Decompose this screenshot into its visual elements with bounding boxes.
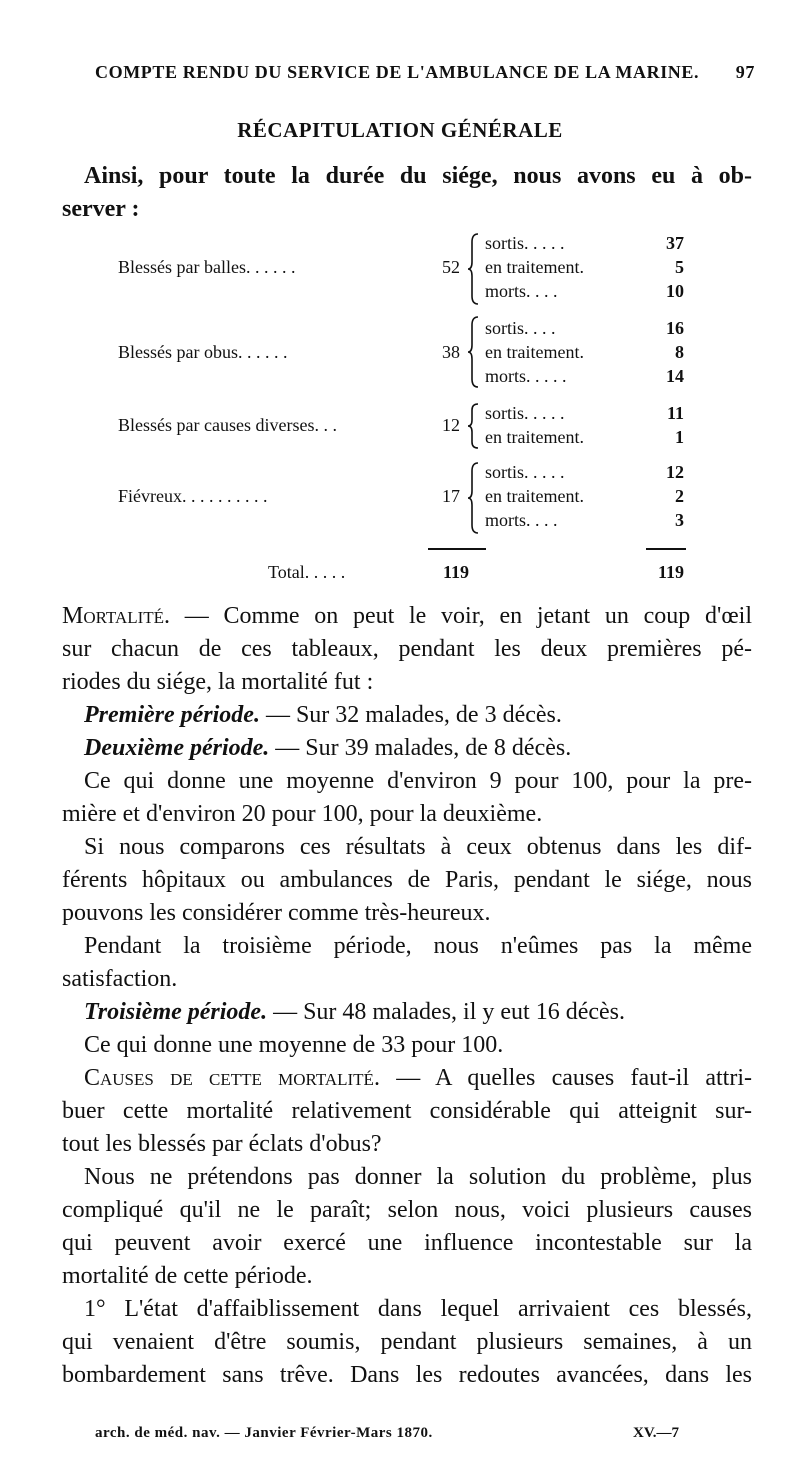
brace-icon — [467, 402, 481, 450]
text-line: Nous ne prétendons pas donner la solution du problème, plus — [84, 1164, 752, 1190]
text-line: férents hôpitaux ou ambulances de Paris, pendant le siége, nous — [62, 867, 752, 893]
text-line: buer cette mortalité relativement considérable qui atteignit sur- — [62, 1098, 752, 1124]
row-value: 12 — [666, 462, 684, 482]
row-label: sortis. . . . . — [485, 403, 565, 423]
period-heading: Première période. — [84, 702, 260, 728]
text-line: qui venaient d'être soumis, pendant plusieurs semaines, à un — [62, 1329, 752, 1355]
text-line: Si nous comparons ces résultats à ceux obtenus dans les dif- — [84, 834, 752, 860]
text-span: — Comme on peut le voir, en jetant un coup d'œil — [170, 603, 752, 629]
group-label: Blessés par obus. . . . . . — [118, 342, 288, 362]
group-label: Fiévreux. . . . . . . . . . — [118, 486, 268, 506]
period-heading: Troisième période. — [84, 999, 268, 1025]
page-number: 97 — [735, 62, 755, 82]
text-line — [62, 996, 752, 1029]
text-line: bombardement sans trêve. Dans les redoutes avancées, dans les — [62, 1362, 752, 1388]
text-line: pouvons les considérer comme très-heureux. — [62, 900, 491, 926]
row-value: 1 — [675, 427, 684, 447]
text-span: — Sur 32 malades, de 3 décès. — [259, 702, 562, 728]
intro-line: server : — [62, 196, 140, 222]
row-value: 10 — [666, 281, 684, 301]
mortalite-heading: Mortalité. — [62, 603, 171, 629]
row-label: en traitement. — [485, 486, 584, 506]
period-heading: Deuxième période. — [84, 735, 270, 761]
row-value: 2 — [675, 486, 684, 506]
row-label: sortis. . . . — [485, 318, 556, 338]
text-line: compliqué qu'il ne le paraît; selon nous, voici plusieurs causes — [62, 1197, 752, 1223]
text-line — [62, 1062, 752, 1095]
text-line: Pendant la troisième période, nous n'eûmes pas la même — [84, 933, 752, 959]
total-left: 119 — [442, 562, 469, 582]
row-value: 8 — [675, 342, 684, 362]
text-line: Ce qui donne une moyenne de 33 pour 100. — [84, 1032, 504, 1058]
causes-heading: Causes de cette mortalité. — [84, 1065, 380, 1091]
row-label: en traitement. — [485, 342, 584, 362]
row-label: sortis. . . . . — [485, 462, 565, 482]
text-span: — A quelles causes faut-il attri- — [379, 1065, 752, 1091]
text-line: satisfaction. — [62, 966, 178, 992]
group-total: 38 — [442, 342, 460, 362]
total-rule — [646, 548, 686, 550]
text-line: qui peuvent avoir exercé une influence incontestable sur la — [62, 1230, 752, 1256]
intro-line: Ainsi, pour toute la durée du siége, nous avons eu à ob- — [84, 163, 752, 189]
text-span: — Sur 48 malades, il y eut 16 décès. — [267, 999, 626, 1025]
total-right: 119 — [657, 562, 684, 582]
row-value: 5 — [675, 257, 684, 277]
text-line — [62, 699, 752, 732]
text-line: sur chacun de ces tableaux, pendant les deux premières pé- — [62, 636, 752, 662]
row-value: 14 — [666, 366, 684, 386]
footer-citation: arch. de méd. nav. — Janvier Février-Mars 1870. — [95, 1425, 433, 1441]
row-value: 37 — [666, 233, 684, 253]
row-label: sortis. . . . . — [485, 233, 565, 253]
text-line: tout les blessés par éclats d'obus? — [62, 1131, 382, 1157]
brace-icon — [467, 461, 481, 535]
footer-signature: XV.—7 — [633, 1425, 679, 1441]
text-line: mortalité de cette période. — [62, 1263, 313, 1289]
group-label: Blessés par balles. . . . . . — [118, 257, 296, 277]
text-line — [62, 732, 752, 765]
total-rule — [428, 548, 486, 550]
brace-icon — [467, 315, 481, 389]
text-line: Ce qui donne une moyenne d'environ 9 pour 100, pour la pre- — [84, 768, 752, 794]
row-label: morts. . . . — [485, 510, 558, 530]
section-title: RÉCAPITULATION GÉNÉRALE — [237, 118, 563, 142]
group-label: Blessés par causes diverses. . . — [118, 415, 337, 435]
row-label: en traitement. — [485, 257, 584, 277]
text-span: — Sur 39 malades, de 8 décès. — [269, 735, 572, 761]
row-label: morts. . . . — [485, 281, 558, 301]
text-line — [62, 600, 752, 633]
group-total: 12 — [442, 415, 460, 435]
row-label: morts. . . . . — [485, 366, 567, 386]
row-label: en traitement. — [485, 427, 584, 447]
text-line: 1° L'état d'affaiblissement dans lequel arrivaient ces blessés, — [84, 1296, 752, 1322]
brace-icon — [467, 232, 481, 306]
running-title: COMPTE RENDU DU SERVICE DE L'AMBULANCE DE LA MARINE. — [95, 62, 700, 82]
body-text — [62, 600, 752, 1392]
intro-paragraph — [62, 160, 752, 226]
text-line: mière et d'environ 20 pour 100, pour la deuxième. — [62, 801, 543, 827]
text-line: riodes du siége, la mortalité fut : — [62, 669, 374, 695]
row-value: 11 — [666, 403, 684, 423]
group-total: 17 — [442, 486, 460, 506]
row-value: 16 — [666, 318, 684, 338]
group-total: 52 — [442, 257, 460, 277]
total-label: Total. . . . . — [268, 562, 346, 582]
row-value: 3 — [675, 510, 684, 530]
